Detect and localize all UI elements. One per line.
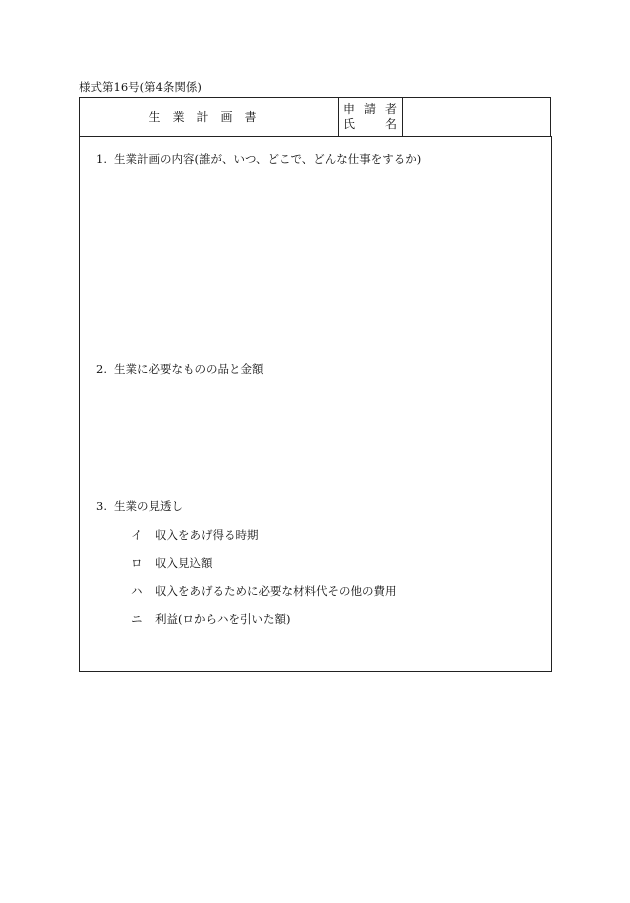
sub-item-mark: ハ <box>131 584 143 598</box>
document-title: 生業計画書 <box>148 110 269 124</box>
label-char: 者 <box>384 102 397 116</box>
sub-item-text: 収入をあげるために必要な材料代その他の費用 <box>155 584 397 598</box>
header-divider <box>338 97 339 136</box>
header-divider <box>402 97 403 136</box>
section-number: 1. <box>96 152 107 166</box>
section-number: 3. <box>96 499 107 513</box>
sub-item-profit <box>131 612 290 626</box>
section-text: 生業に必要なものの品と金額 <box>114 362 264 376</box>
sub-item-costs <box>131 584 397 598</box>
label-char: 請 <box>363 102 376 116</box>
sub-item-mark: ロ <box>131 556 143 570</box>
section-required-items <box>96 362 264 376</box>
applicant-label-line-2 <box>343 117 397 132</box>
sub-item-text: 収入をあげ得る時期 <box>155 528 259 542</box>
sub-item-expected-income <box>131 556 213 570</box>
applicant-name-label <box>343 102 397 131</box>
sub-item-text: 収入見込額 <box>155 556 213 570</box>
sub-item-mark: イ <box>131 528 143 542</box>
sub-item-text: 利益(ロからハを引いた額) <box>155 612 291 626</box>
section-business-plan <box>96 152 421 166</box>
label-char: 申 <box>343 102 356 116</box>
sub-item-income-timing <box>131 528 259 542</box>
label-char: 氏 <box>343 116 356 131</box>
section-outlook <box>96 499 183 513</box>
label-char: 名 <box>384 116 397 131</box>
sub-item-mark: ニ <box>131 612 143 626</box>
section-text: 生業計画の内容(誰が、いつ、どこで、どんな仕事をするか) <box>114 152 422 166</box>
applicant-label-line-1 <box>343 102 397 117</box>
form-number: 様式第16号(第4条関係) <box>79 80 202 94</box>
section-number: 2. <box>96 362 107 376</box>
section-text: 生業の見透し <box>114 499 183 513</box>
